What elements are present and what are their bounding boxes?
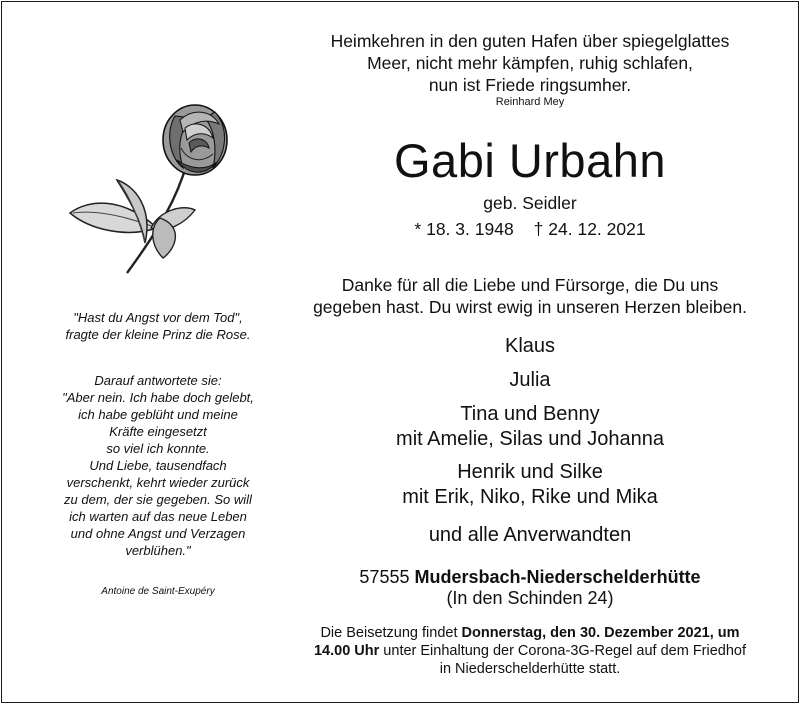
mourner-line: Tina und Benny — [460, 403, 600, 425]
mourner-relatives: und alle Anverwandten — [428, 524, 632, 546]
street: (In den Schinden 24) — [446, 588, 614, 608]
quote-line: Kräfte eingesetzt — [109, 424, 207, 439]
mourner-tina-family — [295, 402, 765, 452]
quote-line: "Hast du Angst vor dem Tod", — [73, 310, 243, 325]
postal-code: 57555 — [359, 567, 410, 587]
poem-line: Heimkehren in den guten Hafen über spiegelglattes — [330, 31, 730, 51]
birth-date: * 18. 3. 1948 — [414, 219, 514, 239]
funeral-date: Donnerstag, den 30. Dezember 2021, um — [461, 625, 740, 641]
quote-line: verblühen." — [125, 543, 191, 558]
funeral-text: Die Beisetzung findet — [320, 625, 462, 641]
quote-line: Und Liebe, tausendfach — [89, 458, 227, 473]
funeral-text: unter Einhaltung der Corona-3G-Regel auf dem Friedhof — [379, 643, 747, 659]
quote-line: zu dem, der sie gegeben. So will — [64, 492, 252, 507]
quote-line: und ohne Angst und Verzagen — [70, 526, 246, 541]
quote-line: fragte der kleine Prinz die Rose. — [65, 327, 251, 342]
quote-line: verschenkt, kehrt wieder zurück — [66, 475, 250, 490]
death-date: † 24. 12. 2021 — [533, 219, 646, 239]
funeral-notice — [295, 624, 765, 678]
life-dates — [295, 219, 765, 240]
mourner-line: Henrik und Silke — [457, 461, 603, 483]
poem-line: nun ist Friede ringsumher. — [428, 75, 632, 95]
mourner-julia: Julia — [509, 369, 551, 391]
rose-icon — [65, 98, 245, 278]
quote-author: Antoine de Saint-Exupéry — [101, 586, 215, 597]
thanks-message — [295, 274, 765, 318]
poem-author: Reinhard Mey — [495, 96, 565, 108]
quote-line: so viel ich konnte. — [106, 441, 210, 456]
funeral-text: in Niederschelderhütte statt. — [439, 661, 621, 677]
funeral-time: 14.00 Uhr — [313, 643, 380, 659]
mourner-klaus: Klaus — [504, 335, 556, 357]
quote-intro — [20, 309, 296, 343]
mourner-henrik-family — [295, 460, 765, 510]
quote-line: ich warten auf das neue Leben — [69, 509, 247, 524]
maiden-name: geb. Seidler — [483, 193, 577, 213]
address — [295, 567, 765, 609]
thanks-line: Danke für all die Liebe und Fürsorge, die Du uns — [341, 275, 719, 295]
quote-line: ich habe geblüht und meine — [78, 407, 238, 422]
poem-line: Meer, nicht mehr kämpfen, ruhig schlafen, — [367, 53, 693, 73]
thanks-line: gegeben hast. Du wirst ewig in unseren Herzen bleiben. — [313, 297, 747, 317]
deceased-name: Gabi Urbahn — [394, 134, 666, 187]
quote-line: "Aber nein. Ich habe doch gelebt, — [62, 390, 254, 405]
town: Mudersbach-Niederschelderhütte — [414, 567, 701, 587]
mourner-line: mit Amelie, Silas und Johanna — [396, 428, 664, 450]
poem — [295, 30, 765, 96]
mourner-line: mit Erik, Niko, Rike und Mika — [402, 486, 658, 508]
quote-body — [20, 372, 296, 559]
quote-line: Darauf antwortete sie: — [94, 373, 222, 388]
